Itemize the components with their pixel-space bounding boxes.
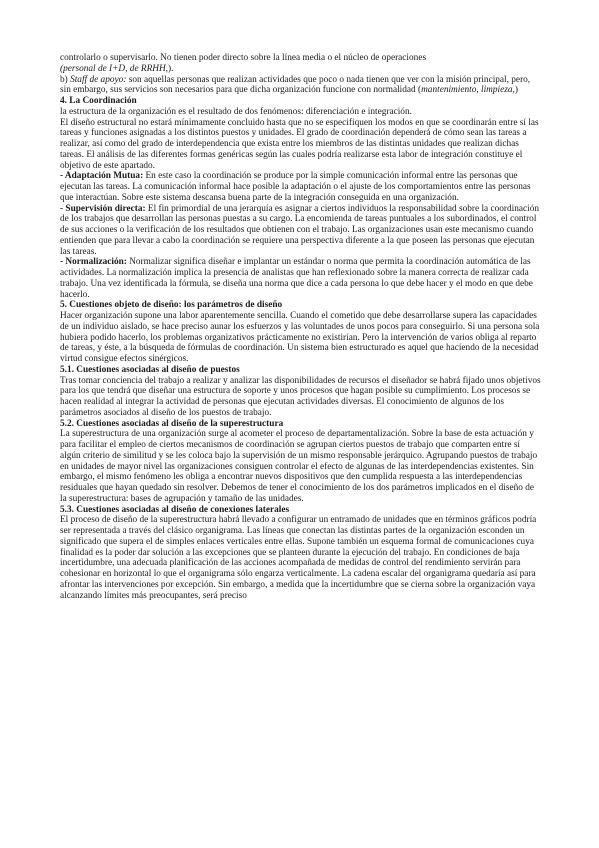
bold-term: - Adaptación Mutua:	[60, 171, 144, 182]
paragraph-adaptacion-mutua	[60, 171, 542, 203]
paragraph-text: El fin primordial de una jerarquía es asignar a ciertos individuos la responsabilidad sobre la coordinación de los trabajos que desarrollan las personas puestas a su cargo. La encomienda de tareas puntuales a los subordinados, el control de sus acciones o la verificación de los resultados que obtienen con el trabajo. Las organizaciones usan este mecanismo cuando entienden que para llevar a cabo la coordinación se requiere una perspectiva diferente a la que poseen las personas que ejecutan las tareas.	[60, 203, 540, 257]
paragraph-normalizacion	[60, 257, 542, 300]
paragraph-structure-result: la estructura de la organización es el resultado de dos fenómenos: diferenciación e integración.	[60, 106, 412, 117]
paragraph-diseno-puestos: Tras tomar conciencia del trabajo a realizar y analizar las disponibilidades de recursos el diseñador se habrá fijado unos objetivos para los que tendrá que diseñar una estructura de soporte y unos procesos que hagan posible su cumplimiento. Los procesos se hacen realidad al integrar la actividad de personas que ejecutan actividades diversas. El conocimiento de algunos de los parámetros asociados al diseño de los puestos de trabajo.	[60, 375, 541, 418]
bold-term: - Normalización:	[60, 257, 127, 268]
heading-coordinacion: 4. La Coordinación	[60, 96, 137, 106]
paragraph-text: )	[514, 85, 518, 96]
bold-term: - Supervisión directa:	[60, 203, 146, 214]
paragraph-conexiones-laterales: El proceso de diseño de la superestructura habrá llevado a configurar un entramado de unidades que en términos gráficos podría ser representada a través del clásico organigrama. Las líneas que conectan las distintas partes de la organización esconden un significado que supera el de simples enlaces verticales entre ellas. Supone también un esquema formal de comunicaciones cuya finalidad es la poder dar solución a las excepciones que se planteen durante la ejecución del trabajo. En condiciones de baja incertidumbre, una adecuada planificación de las acciones acompañada de medidas de control del rendimiento servirán para cohesionar en horizontal lo que el organigrama sólo engarza verticalmente. La cadena escalar del organigrama quedaría así para afrontar las intervenciones por excepción. Sin embargo, a medida que la incertidumbre que se cierna sobre la organización vaya alcanzando límites más preocupantes, será preciso	[60, 515, 537, 601]
italic-text: mantenimiento, limpieza,	[421, 85, 515, 96]
heading-superestructura: 5.2. Cuestiones asociadas al diseño de la superestructura	[60, 418, 284, 429]
paragraph-text: controlarlo o supervisarlo. No tienen poder directo sobre la línea media o el núcleo de operaciones	[60, 53, 427, 63]
heading-diseno-puestos: 5.1. Cuestiones asociadas al diseño de puestos	[60, 364, 240, 375]
heading-parametros-diseno: 5. Cuestiones objeto de diseño: los parámetros de diseño	[60, 300, 283, 311]
paragraph-structural-design: El diseño estructural no estará mínimamente concluido hasta que no se especifiquen los modos en que se coordinarán entre sí las tareas y funciones asignadas a los distintos puestos y unidades. El grado de coordinación dependerá de cómo sean las tareas a realizar, así como del grado de interdependencia que exista entre los miembros de las distintas unidades que realizan dichas tareas. El análisis de las diferentes formas genéricas según las cuales podría realizarse esta labor de integración constituye el objetivo de este apartado.	[60, 117, 539, 171]
list-marker: b)	[60, 74, 71, 85]
paragraph-text: ).	[168, 63, 174, 74]
paragraph-text: En este caso la coordinación se produce por la simple comunicación informal entre las personas que ejecutan las tareas. La comunicación informal hace posible la adaptación o el ajuste de los comportamientos entre las personas que interactúan. Sobre este sistema descansa buena parte de la integración conseguida en una organización.	[60, 171, 531, 203]
paragraph-staff-support-continued	[60, 53, 542, 64]
heading-conexiones-laterales: 5.3. Cuestiones asociadas al diseño de conexiones laterales	[60, 504, 290, 515]
italic-text: (personal de I+D, de RRHH,	[60, 63, 168, 74]
paragraph-text: son aquellas personas que realizan actividades que poco o nada tienen que ver con la misión principal, pero, sin embargo, sus servicios son necesarios para que dicha organización funcione con normalidad (	[60, 74, 531, 96]
document-page	[60, 53, 542, 601]
paragraph-staff-support-examples	[60, 64, 542, 75]
paragraph-supervision-directa	[60, 204, 542, 258]
paragraph-staff-de-apoyo	[60, 75, 542, 97]
paragraph-superestructura: La superestructura de una organización surge al acometer el proceso de departamentalización. Sobre la base de esta actuación y para facilitar el empleo de ciertos mecanismos de coordinación se agrupan ciertos puestos de trabajo que comparten entre sí algún criterio de similitud y se les coloca bajo la supervisión de un mismo responsable jerárquico. Agrupando puestos de trabajo en unidades de mayor nivel las organizaciones consiguen controlar el efecto de algunas de las interdependencias existentes. Sin embargo, el mismo fenómeno les obliga a encontrar nuevos dispositivos que den cumplida respuesta a las interdependencias residuales que hayan quedado sin resolver. Debemos de tener el conocimiento de los dos parámetros implicados en el diseño de la superestructura: bases de agrupación y tamaño de las unidades.	[60, 429, 538, 504]
paragraph-hacer-organizacion: Hacer organización supone una labor aparentemente sencilla. Cuando el cometido que debe desarrollarse supera las capacidades de un individuo aislado, se hace preciso aunar los esfuerzos y las voluntades de unos pocos para conseguirlo. Si una persona sola hubiera podido hacerlo, los problemas organizativos prácticamente no existirían. Pero la intervención de varios obliga al reparto de tareas, y éste, a la búsqueda de fórmulas de coordinación. Un sistema bien estructurado es aquel que haciendo de la necesidad virtud consigue efectos sinérgicos.	[60, 311, 540, 364]
italic-term: Staff de apoyo:	[70, 74, 127, 85]
paragraph-text: Normalizar significa diseñar e implantar un estándar o norma que permita la coordinación automática de las actividades. La normalización implica la presencia de analistas que han reflexionado sobre la manera correcta de realizar cada trabajo. Una vez identificada la fórmula, se diseña una norma que dice a cada persona lo que debe hacer y el modo en que debe hacerlo.	[60, 257, 533, 300]
